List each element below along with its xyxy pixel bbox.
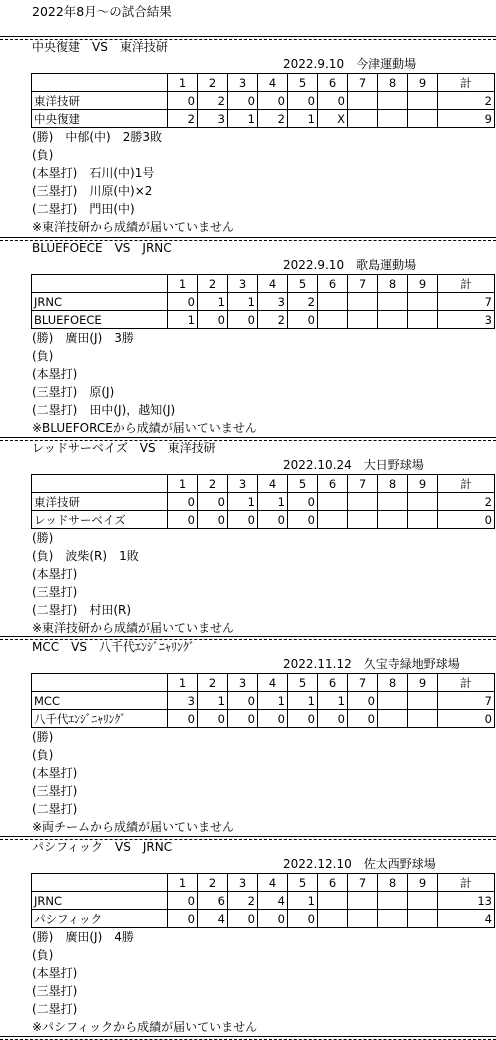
note-line: (勝) 廣田(J) 4勝: [32, 930, 134, 944]
note-line: (本塁打): [32, 766, 78, 780]
note-line: (二塁打) 田中(J)，越知(J): [32, 403, 176, 417]
score-row: [32, 493, 495, 511]
note-line: (本塁打): [32, 567, 78, 581]
game-matchup: パシフィック VS JRNC: [32, 840, 173, 854]
inning-score: 0: [258, 910, 288, 928]
inning-score: 1: [228, 293, 258, 311]
inning-score: 1: [198, 293, 228, 311]
team-name: 八千代ｴﾝｼﾞﾆｬﾘﾝｸﾞ: [32, 710, 168, 728]
inning-score: [318, 311, 348, 329]
note-line: (本塁打): [32, 966, 78, 980]
inning-score: 0: [168, 511, 198, 529]
scoreboard-header-row: [32, 874, 495, 892]
note-line: ※BLUEFORCEから成績が届いていません: [32, 421, 257, 435]
inning-score: 3: [198, 110, 228, 128]
scoreboard: [31, 73, 495, 128]
inning-header: 5: [288, 275, 318, 293]
inning-header: 8: [378, 475, 408, 493]
inning-score: [408, 311, 438, 329]
inning-score: 1: [288, 692, 318, 710]
note-line: (勝) 中郁(中) 2勝3敗: [32, 130, 162, 144]
inning-header: 4: [258, 275, 288, 293]
note-line: (負) 波柴(R) 1敗: [32, 549, 139, 563]
inning-score: 0: [228, 710, 258, 728]
note-line: (二塁打) 村田(R): [32, 603, 132, 617]
game-notes: [32, 928, 257, 1036]
inning-header: 9: [408, 674, 438, 692]
score-row: [32, 892, 495, 910]
inning-header: 3: [228, 275, 258, 293]
game-block: [0, 636, 496, 836]
inning-score: 1: [288, 892, 318, 910]
team-name: BLUEFOECE: [32, 311, 168, 329]
section-divider: [0, 1036, 496, 1037]
inning-score: 1: [228, 110, 258, 128]
inning-score: 3: [168, 692, 198, 710]
total-score: 7: [438, 293, 495, 311]
inning-score: 1: [228, 493, 258, 511]
game-date-venue: 2022.10.24 大日野球場: [283, 458, 424, 472]
inning-score: [378, 493, 408, 511]
team-name: JRNC: [32, 293, 168, 311]
inning-header: 8: [378, 674, 408, 692]
score-row: [32, 511, 495, 529]
inning-header: 9: [408, 275, 438, 293]
inning-score: 3: [258, 293, 288, 311]
inning-score: [378, 311, 408, 329]
inning-header: 3: [228, 475, 258, 493]
note-line: ※東洋技研から成績が届いていません: [32, 220, 235, 234]
inning-score: 0: [198, 311, 228, 329]
team-name: パシフィック: [32, 910, 168, 928]
inning-score: [318, 293, 348, 311]
inning-score: [408, 493, 438, 511]
inning-score: 0: [168, 892, 198, 910]
inning-score: 0: [228, 910, 258, 928]
inning-score: 2: [198, 92, 228, 110]
inning-score: [378, 511, 408, 529]
inning-header: 計: [438, 275, 495, 293]
inning-score: 0: [288, 910, 318, 928]
inning-score: 0: [228, 692, 258, 710]
inning-header: 6: [318, 74, 348, 92]
note-line: (負): [32, 948, 54, 962]
inning-score: 0: [168, 910, 198, 928]
total-score: 4: [438, 910, 495, 928]
inning-header: 2: [198, 874, 228, 892]
inning-header: 3: [228, 674, 258, 692]
inning-header: 1: [168, 674, 198, 692]
note-line: (勝) 廣田(J) 3勝: [32, 331, 134, 345]
inning-score: [408, 892, 438, 910]
inning-header: 5: [288, 874, 318, 892]
note-line: (負): [32, 148, 54, 162]
inning-score: 0: [288, 311, 318, 329]
inning-score: [348, 92, 378, 110]
team-name: 中央復建: [32, 110, 168, 128]
inning-score: [408, 92, 438, 110]
inning-score: 0: [198, 493, 228, 511]
inning-header: 4: [258, 674, 288, 692]
note-line: (本塁打) 石川(中)1号: [32, 166, 155, 180]
team-name: レッドサーベイズ: [32, 511, 168, 529]
inning-score: [348, 493, 378, 511]
game-date-venue: 2022.9.10 今津運動場: [283, 57, 417, 71]
inning-header: 7: [348, 475, 378, 493]
inning-header: 7: [348, 275, 378, 293]
game-date-venue: 2022.11.12 久宝寺緑地野球場: [283, 657, 460, 671]
inning-score: [348, 110, 378, 128]
game-matchup: MCC VS 八千代ｴﾝｼﾞﾆｬﾘﾝｸﾞ: [32, 640, 195, 654]
inning-score: 1: [258, 692, 288, 710]
inning-score: [348, 511, 378, 529]
game-date-venue: 2022.12.10 佐太西野球場: [283, 857, 436, 871]
score-row: [32, 910, 495, 928]
inning-header: 6: [318, 874, 348, 892]
inning-header: 6: [318, 475, 348, 493]
game-date-venue: 2022.9.10 歌島運動場: [283, 258, 417, 272]
inning-score: 0: [318, 710, 348, 728]
scoreboard: [31, 274, 495, 329]
inning-score: [318, 910, 348, 928]
note-line: (勝): [32, 531, 54, 545]
inning-score: 0: [318, 92, 348, 110]
inning-header: 1: [168, 275, 198, 293]
team-header-cell: [32, 275, 168, 293]
inning-score: 0: [228, 311, 258, 329]
note-line: (負): [32, 748, 54, 762]
total-score: 13: [438, 892, 495, 910]
note-line: (三塁打): [32, 784, 78, 798]
inning-score: [408, 910, 438, 928]
inning-header: 8: [378, 874, 408, 892]
game-notes: [32, 529, 234, 637]
inning-score: [318, 493, 348, 511]
inning-score: [408, 692, 438, 710]
inning-score: 1: [198, 692, 228, 710]
game-block: [0, 836, 496, 1036]
inning-score: [348, 293, 378, 311]
inning-score: 6: [198, 892, 228, 910]
inning-score: 2: [258, 311, 288, 329]
inning-score: 0: [228, 511, 258, 529]
page-title: 2022年8月～の試合結果: [32, 4, 172, 19]
inning-header: 6: [318, 275, 348, 293]
total-score: 9: [438, 110, 495, 128]
total-score: 2: [438, 92, 495, 110]
inning-score: [378, 710, 408, 728]
game-matchup: レッドサーベイズ VS 東洋技研: [32, 441, 216, 455]
inning-score: 1: [168, 311, 198, 329]
inning-score: 0: [348, 692, 378, 710]
inning-header: 4: [258, 74, 288, 92]
inning-score: 2: [288, 293, 318, 311]
scoreboard-header-row: [32, 475, 495, 493]
inning-header: 2: [198, 475, 228, 493]
inning-header: 計: [438, 674, 495, 692]
inning-header: 計: [438, 874, 495, 892]
inning-header: 2: [198, 275, 228, 293]
team-header-cell: [32, 874, 168, 892]
team-name: 東洋技研: [32, 92, 168, 110]
score-row: [32, 110, 495, 128]
inning-score: 0: [198, 710, 228, 728]
inning-score: 0: [168, 92, 198, 110]
inning-score: X: [318, 110, 348, 128]
game-notes: [32, 728, 234, 836]
inning-score: [408, 710, 438, 728]
inning-score: 0: [288, 92, 318, 110]
inning-header: 5: [288, 74, 318, 92]
score-row: [32, 92, 495, 110]
game-block: [0, 237, 496, 437]
inning-score: [408, 293, 438, 311]
scoreboard: [31, 673, 495, 728]
game-block: [0, 437, 496, 637]
inning-score: [378, 293, 408, 311]
note-line: (三塁打) 川原(中)×2: [32, 184, 153, 198]
inning-score: 2: [228, 892, 258, 910]
total-score: 3: [438, 311, 495, 329]
scoreboard-header-row: [32, 275, 495, 293]
inning-score: 0: [258, 92, 288, 110]
note-line: (二塁打): [32, 802, 78, 816]
inning-header: 1: [168, 475, 198, 493]
inning-score: 0: [258, 511, 288, 529]
inning-header: 1: [168, 874, 198, 892]
inning-score: [348, 311, 378, 329]
inning-header: 5: [288, 674, 318, 692]
inning-header: 7: [348, 874, 378, 892]
game-notes: [32, 128, 234, 236]
note-line: ※両チームから成績が届いていません: [32, 820, 235, 834]
note-line: (負): [32, 349, 54, 363]
team-name: MCC: [32, 692, 168, 710]
inning-score: 4: [258, 892, 288, 910]
inning-score: [318, 892, 348, 910]
team-name: 東洋技研: [32, 493, 168, 511]
inning-header: 9: [408, 874, 438, 892]
inning-score: 0: [288, 511, 318, 529]
inning-score: [318, 511, 348, 529]
note-line: (三塁打): [32, 585, 78, 599]
scoreboard: [31, 873, 495, 928]
inning-header: 9: [408, 74, 438, 92]
inning-score: 0: [168, 710, 198, 728]
inning-score: 0: [168, 493, 198, 511]
inning-header: 2: [198, 674, 228, 692]
inning-header: 計: [438, 74, 495, 92]
game-matchup: BLUEFOECE VS JRNC: [32, 241, 172, 255]
inning-score: [378, 910, 408, 928]
inning-score: [378, 692, 408, 710]
inning-header: 計: [438, 475, 495, 493]
inning-header: 8: [378, 275, 408, 293]
inning-score: 0: [228, 92, 258, 110]
inning-score: [378, 892, 408, 910]
inning-header: 1: [168, 74, 198, 92]
score-row: [32, 710, 495, 728]
inning-score: 0: [288, 493, 318, 511]
inning-score: 1: [288, 110, 318, 128]
game-block: [0, 36, 496, 236]
inning-score: 0: [288, 710, 318, 728]
note-line: (三塁打) 原(J): [32, 385, 115, 399]
inning-score: 0: [348, 710, 378, 728]
inning-header: 3: [228, 74, 258, 92]
total-score: 0: [438, 511, 495, 529]
inning-header: 7: [348, 674, 378, 692]
game-notes: [32, 329, 257, 437]
inning-score: [408, 511, 438, 529]
note-line: ※東洋技研から成績が届いていません: [32, 621, 235, 635]
inning-header: 5: [288, 475, 318, 493]
note-line: (三塁打): [32, 984, 78, 998]
note-line: ※パシフィックから成績が届いていません: [32, 1020, 258, 1034]
inning-score: [348, 892, 378, 910]
total-score: 7: [438, 692, 495, 710]
inning-score: 2: [168, 110, 198, 128]
note-line: (本塁打): [32, 367, 78, 381]
total-score: 0: [438, 710, 495, 728]
inning-header: 4: [258, 475, 288, 493]
total-score: 2: [438, 493, 495, 511]
inning-header: 3: [228, 874, 258, 892]
team-header-cell: [32, 475, 168, 493]
scoreboard: [31, 474, 495, 529]
inning-score: 0: [258, 710, 288, 728]
score-row: [32, 692, 495, 710]
scoreboard-header-row: [32, 74, 495, 92]
inning-score: 1: [318, 692, 348, 710]
team-header-cell: [32, 674, 168, 692]
team-header-cell: [32, 74, 168, 92]
inning-header: 6: [318, 674, 348, 692]
inning-score: 2: [258, 110, 288, 128]
score-row: [32, 311, 495, 329]
game-matchup: 中央復建 VS 東洋技研: [32, 40, 168, 54]
inning-header: 4: [258, 874, 288, 892]
inning-score: 1: [258, 493, 288, 511]
team-name: JRNC: [32, 892, 168, 910]
score-row: [32, 293, 495, 311]
inning-score: 0: [168, 293, 198, 311]
inning-header: 7: [348, 74, 378, 92]
inning-score: 4: [198, 910, 228, 928]
inning-header: 2: [198, 74, 228, 92]
note-line: (勝): [32, 730, 54, 744]
scoreboard-header-row: [32, 674, 495, 692]
inning-score: [348, 910, 378, 928]
inning-score: [378, 110, 408, 128]
inning-score: [408, 110, 438, 128]
inning-score: 0: [198, 511, 228, 529]
inning-score: [378, 92, 408, 110]
note-line: (二塁打): [32, 1002, 78, 1016]
inning-header: 9: [408, 475, 438, 493]
inning-header: 8: [378, 74, 408, 92]
note-line: (二塁打) 門田(中): [32, 202, 135, 216]
